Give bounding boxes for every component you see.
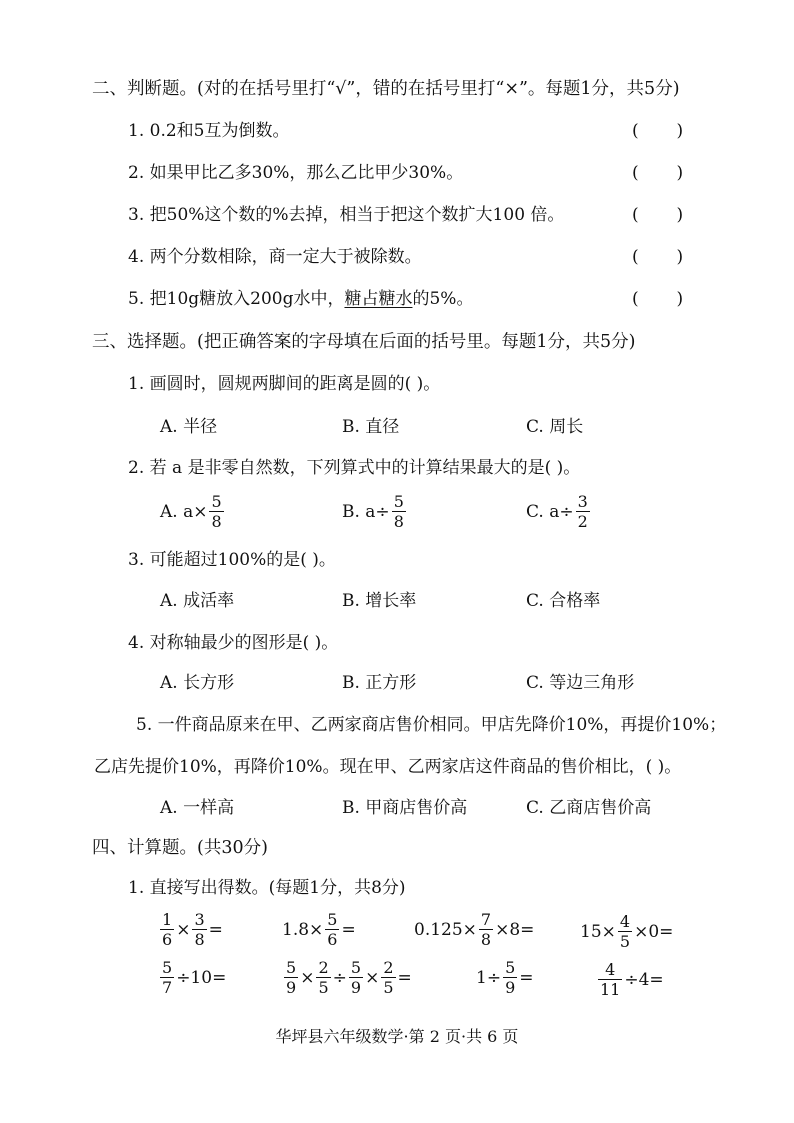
fraction <box>576 492 590 531</box>
calc-expr-2 <box>282 910 356 949</box>
choice-q5-stem-line1: 5. 一件商品原来在甲、乙两家商店售价相同。甲店先降价10%，再提价10%； <box>136 715 727 735</box>
denominator: 9 <box>505 978 516 997</box>
calc-expr-3 <box>414 910 534 949</box>
fraction <box>284 958 298 997</box>
numerator: 3 <box>577 492 588 511</box>
fraction <box>503 958 517 997</box>
choice-q5-option-c[interactable]: C. 乙商店售价高 <box>526 798 652 818</box>
denominator: 9 <box>350 978 362 997</box>
numerator: 1 <box>162 910 173 929</box>
choice-q2-option-a[interactable] <box>160 492 226 531</box>
expr-prefix: 1.8× <box>282 919 324 940</box>
expr-suffix: ×0= <box>634 921 674 942</box>
denominator: 11 <box>600 980 621 999</box>
page-footer: 华坪县六年级数学·第 2 页·共 6 页 <box>275 1027 519 1046</box>
answer-paren-4[interactable]: ( ) <box>632 247 684 267</box>
equals: = <box>341 919 356 940</box>
expr-suffix: ÷10= <box>176 967 227 988</box>
denominator: 5 <box>619 932 631 951</box>
judge-item-3: 3. 把50%这个数的%去掉，相当于把这个数扩大100 倍。 <box>128 205 565 225</box>
expr-suffix: ÷4= <box>624 969 664 990</box>
judge-item-5-prefix: 5. 把10g糖放入200g水中， <box>128 289 345 309</box>
calc-expr-5 <box>158 958 226 997</box>
expr-suffix: ×8= <box>495 919 535 940</box>
choice-q2-option-b[interactable] <box>342 492 408 531</box>
denominator: 8 <box>211 512 222 531</box>
answer-paren-1[interactable]: ( ) <box>632 121 684 141</box>
choice-q1-option-b[interactable]: B. 直径 <box>342 417 400 437</box>
expr-prefix: 1÷ <box>476 967 502 988</box>
numerator: 4 <box>619 912 631 931</box>
denominator: 7 <box>162 978 173 997</box>
choice-q4-stem: 4. 对称轴最少的图形是( )。 <box>128 633 339 653</box>
calc-expr-7 <box>476 958 534 997</box>
denominator: 2 <box>577 512 588 531</box>
equals: = <box>397 967 412 988</box>
calc-expr-6 <box>282 958 412 997</box>
section-2-heading: 二、判断题。(对的在括号里打“√”，错的在括号里打“×”。每题1分，共5分) <box>92 79 680 99</box>
choice-q4-option-c[interactable]: C. 等边三角形 <box>526 673 635 693</box>
calc-expr-4 <box>580 912 673 951</box>
fraction <box>160 910 174 949</box>
fraction <box>209 492 223 531</box>
expr-prefix: 15× <box>580 921 616 942</box>
judge-item-1: 1. 0.2和5互为倒数。 <box>128 121 290 141</box>
fraction <box>160 958 174 997</box>
fraction <box>349 958 363 997</box>
choice-q1-option-a[interactable]: A. 半径 <box>160 417 218 437</box>
expr-prefix: 0.125× <box>414 919 477 940</box>
operator: ÷ <box>332 967 347 988</box>
choice-q3-option-c[interactable]: C. 合格率 <box>526 591 601 611</box>
choice-q2-b-label: B. a÷ <box>342 501 390 522</box>
judge-item-4: 4. 两个分数相除，商一定大于被除数。 <box>128 247 422 267</box>
denominator: 9 <box>286 978 297 997</box>
fraction <box>381 958 395 997</box>
choice-q2-option-c[interactable] <box>526 492 592 531</box>
fraction <box>192 910 206 949</box>
choice-q5-stem-line2: 乙店先提价10%，再降价10%。现在甲、乙两家店这件商品的售价相比，( )。 <box>94 757 682 777</box>
section-3-heading: 三、选择题。(把正确答案的字母填在后面的括号里。每题1分，共5分) <box>92 332 636 352</box>
operator: × <box>365 967 380 988</box>
denominator: 6 <box>327 930 338 949</box>
denominator: 8 <box>194 930 205 949</box>
denominator: 8 <box>393 512 404 531</box>
fraction <box>392 492 406 531</box>
denominator: 5 <box>383 978 394 997</box>
numerator: 5 <box>393 492 404 511</box>
choice-q3-stem: 3. 可能超过100%的是( )。 <box>128 550 336 570</box>
answer-paren-2[interactable]: ( ) <box>632 163 684 183</box>
choice-q2-stem: 2. 若 a 是非零自然数，下列算式中的计算结果最大的是( )。 <box>128 458 581 478</box>
fraction <box>618 912 632 951</box>
choice-q1-stem: 1. 画圆时，圆规两脚间的距离是圆的( )。 <box>128 374 441 394</box>
judge-item-5 <box>128 288 473 310</box>
choice-q2-a-label: A. a× <box>160 501 208 522</box>
denominator: 6 <box>162 930 173 949</box>
denominator: 8 <box>480 930 492 949</box>
numerator: 5 <box>211 492 222 511</box>
numerator: 7 <box>480 910 492 929</box>
equals: = <box>208 919 223 940</box>
calc-expr-1 <box>158 910 223 949</box>
choice-q4-option-b[interactable]: B. 正方形 <box>342 673 417 693</box>
calc-sub1-heading: 1. 直接写出得数。(每题1分，共8分) <box>128 878 406 898</box>
numerator: 3 <box>194 910 205 929</box>
answer-paren-3[interactable]: ( ) <box>632 205 684 225</box>
numerator: 5 <box>505 958 516 977</box>
choice-q2-c-label: C. a÷ <box>526 501 574 522</box>
numerator: 2 <box>383 958 394 977</box>
fraction <box>316 958 330 997</box>
choice-q3-option-a[interactable]: A. 成活率 <box>160 591 235 611</box>
choice-q3-option-b[interactable]: B. 增长率 <box>342 591 417 611</box>
judge-item-5-suffix: 的5%。 <box>412 289 474 309</box>
section-4-heading: 四、计算题。(共30分) <box>92 838 268 858</box>
numerator: 5 <box>286 958 297 977</box>
choice-q5-option-b[interactable]: B. 甲商店售价高 <box>342 798 468 818</box>
judge-item-2: 2. 如果甲比乙多30%，那么乙比甲少30%。 <box>128 163 464 183</box>
judge-item-5-underlined: 糖占糖水 <box>344 289 413 309</box>
numerator: 2 <box>318 958 329 977</box>
numerator: 5 <box>162 958 173 977</box>
choice-q1-option-c[interactable]: C. 周长 <box>526 417 584 437</box>
numerator: 5 <box>350 958 362 977</box>
answer-paren-5[interactable]: ( ) <box>632 289 684 309</box>
choice-q5-option-a[interactable]: A. 一样高 <box>160 798 235 818</box>
equals: = <box>519 967 534 988</box>
calc-expr-8 <box>596 960 664 999</box>
fraction <box>325 910 339 949</box>
operator: × <box>300 967 315 988</box>
denominator: 5 <box>318 978 329 997</box>
numerator: 5 <box>327 910 338 929</box>
fraction <box>479 910 493 949</box>
numerator: 4 <box>605 960 616 979</box>
fraction <box>598 960 622 999</box>
choice-q4-option-a[interactable]: A. 长方形 <box>160 673 235 693</box>
operator: × <box>176 919 191 940</box>
